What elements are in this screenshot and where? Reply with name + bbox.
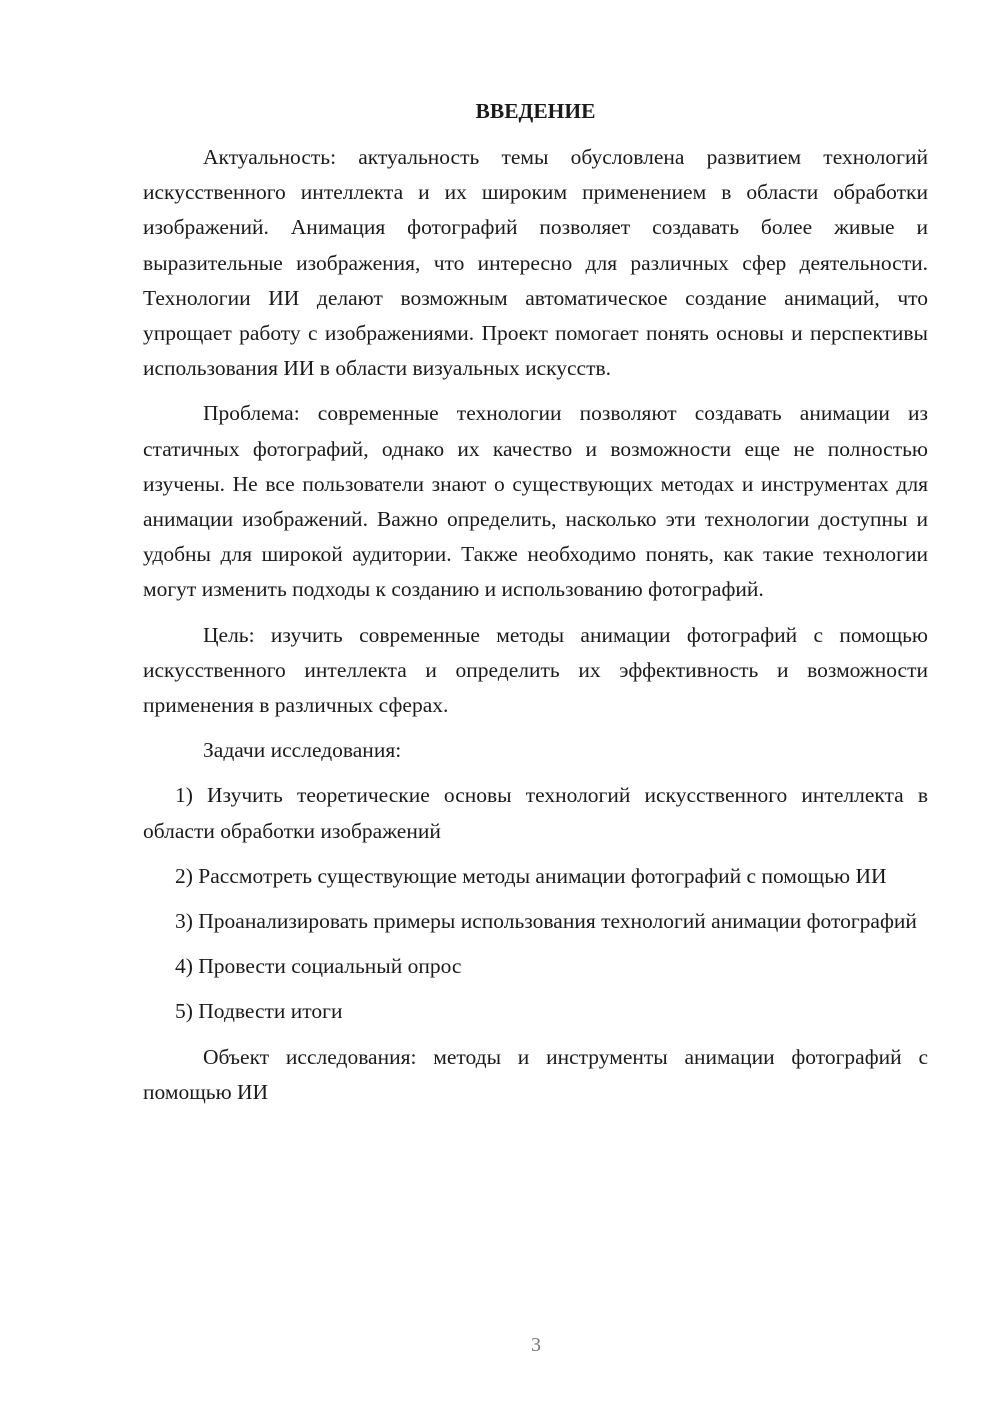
page-number: 3 [531, 1334, 541, 1356]
task-item-2: 2) Рассмотреть существующие методы анимации фотографий с помощью ИИ [175, 863, 887, 888]
task-item-1: 1) Изучить теоретические основы технологий искусственного интеллекта в области обработки изображений [143, 783, 928, 843]
task-item-4: 4) Провести социальный опрос [175, 954, 462, 979]
problem-paragraph: Проблема: современные технологии позволяют создавать анимации из статичных фотографий, однако их качество и возможности еще не полностью изучены. Не все пользователи знают о существующих методах и инструментах для анимации изображений. Важно определить, насколько эти технологии доступны и удобны для широкой аудитории. Также необходимо понять, как такие технологии могут изменить подходы к созданию и использованию фотографий. [143, 401, 928, 602]
relevance-paragraph: Актуальность: актуальность темы обусловлена развитием технологий искусственного интеллекта и их широким применением в области обработки изображений. Анимация фотографий позволяет создавать более живые и выразительные изображения, что интересно для различных сфер деятельности. Технологии ИИ делают возможным автоматическое создание анимаций, что упрощает работу с изображениями. Проект помогает понять основы и перспективы использования ИИ в области визуальных искусств. [143, 145, 928, 381]
page-title: ВВЕДЕНИЕ [475, 99, 596, 123]
task-item-3: 3) Проанализировать примеры использования технологий анимации фотографий [175, 909, 917, 934]
page-content [143, 96, 928, 1120]
task-item-5: 5) Подвести итоги [175, 999, 343, 1024]
goal-paragraph: Цель: изучить современные методы анимации фотографий с помощью искусственного интеллекта и определить их эффективность и возможности применения в различных сферах. [143, 622, 928, 718]
object-paragraph: Объект исследования: методы и инструменты анимации фотографий с помощью ИИ [143, 1044, 928, 1104]
tasks-heading: Задачи исследования: [203, 738, 402, 763]
